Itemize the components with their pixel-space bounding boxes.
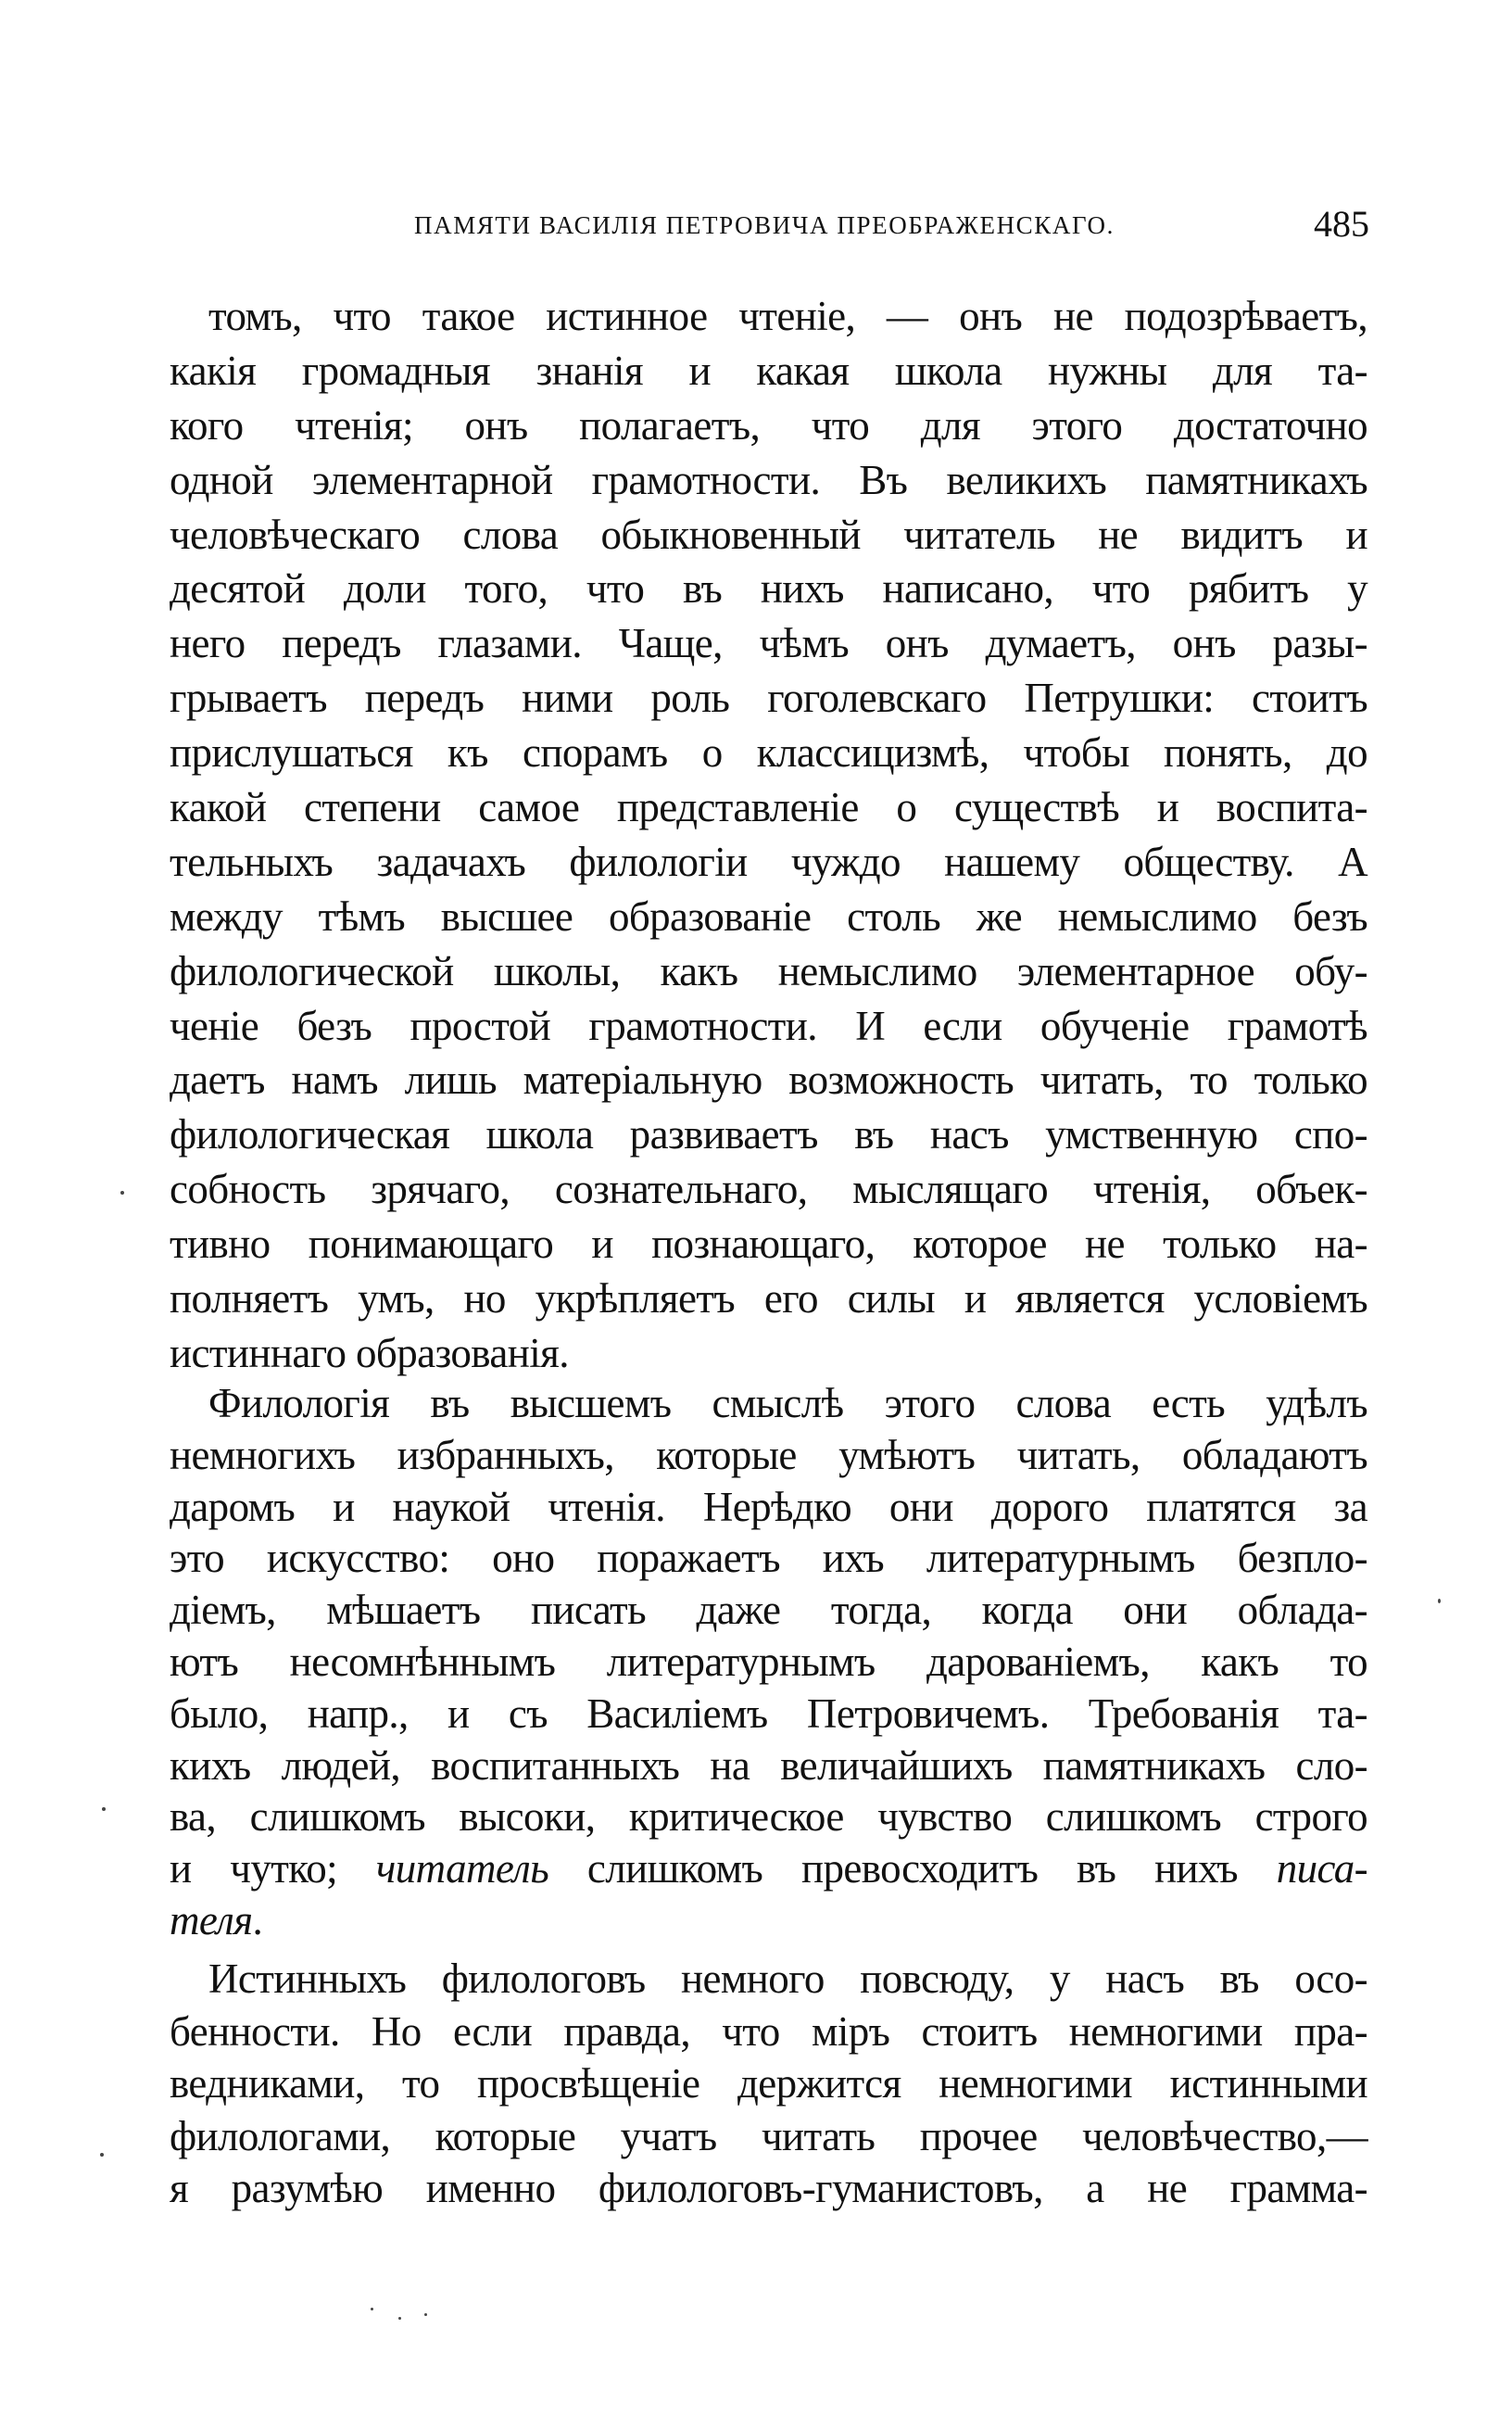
text-line: какія громадныя знанія и какая школа нужны для та- (170, 347, 1367, 394)
text-line: него передъ глазами. Чаще, чѣмъ онъ думаетъ, онъ разы- (170, 620, 1367, 667)
text-line: какой степени самое представленіе о существѣ и воспита- (170, 784, 1367, 831)
scan-speck (120, 1191, 124, 1195)
text-line: даетъ намъ лишь матеріальную возможность читать, то только (170, 1057, 1367, 1104)
text-line: филологической школы, какъ немыслимо элементарное обу- (170, 947, 1367, 994)
scan-speck (424, 2313, 427, 2316)
text-line: тивно понимающаго и познающаго, которое не только на- (170, 1221, 1367, 1268)
text-line: кихъ людей, воспитанныхъ на величайшихъ памятникахъ сло- (170, 1741, 1367, 1789)
text-line: десятой доли того, что въ нихъ написано, что рябитъ у (170, 565, 1367, 613)
scan-speck (371, 2308, 373, 2310)
italic-text: теля (170, 1896, 253, 1943)
text-line (170, 1843, 1367, 1895)
text-line: грываетъ передъ ними роль гоголевскаго Петрушки: стоитъ (170, 675, 1367, 722)
text-segment: и чутко; (170, 1845, 376, 1892)
text-line: томъ, что такое истинное чтеніе, — онъ не подозрѣваетъ, (208, 293, 1367, 339)
text-line: прислушаться къ спорамъ о классицизмѣ, чтобы понять, до (170, 729, 1367, 777)
text-line: бенности. Но если правда, что міръ стоитъ немногими пра- (170, 2007, 1367, 2055)
text-line: немногихъ избранныхъ, которые умѣютъ читать, обладаютъ (170, 1431, 1367, 1478)
text-line: это искусство: оно поражаетъ ихъ литературнымъ безпло- (170, 1535, 1367, 1582)
text-line: ченіе безъ простой грамотности. И если обученіе грамотѣ (170, 1002, 1367, 1049)
text-line: тельныхъ задачахъ филологіи чуждо нашему обществу. А (170, 838, 1367, 885)
text-line: собность зрячаго, сознательнаго, мыслящаго чтенія, объек- (170, 1166, 1367, 1213)
text-line: было, напр., и съ Василіемъ Петровичемъ. Требованія та- (170, 1690, 1367, 1737)
paragraph (170, 289, 1367, 1381)
text-line: ва, слишкомъ высоки, критическое чувство слишкомъ строго (170, 1793, 1367, 1841)
italic-text: писа- (1276, 1845, 1368, 1892)
text-line: ютъ несомнѣннымъ литературнымъ дарованіемъ, какъ то (170, 1638, 1367, 1685)
scan-speck (1438, 1599, 1441, 1603)
text-line: я разумѣю именно филологовъ-гуманистовъ, а не грамма- (170, 2165, 1367, 2211)
text-line: ведниками, то просвѣщеніе держится немногими истинными (170, 2060, 1367, 2107)
text-line: филологами, которые учатъ читать прочее человѣчество,— (170, 2112, 1367, 2159)
text-line: даромъ и наукой чтенія. Нерѣдко они дорого платятся за (170, 1483, 1367, 1530)
text-line: кого чтенія; онъ полагаетъ, что для этого достаточно (170, 401, 1367, 449)
scan-speck (398, 2317, 401, 2320)
text-line: между тѣмъ высшее образованіе столь же немыслимо безъ (170, 892, 1367, 940)
text-segment: . (252, 1896, 263, 1943)
scan-speck (100, 2153, 104, 2157)
paragraph (170, 1378, 1367, 1947)
text-line: полняетъ умъ, но укрѣпляетъ его силы и является условіемъ (170, 1275, 1367, 1323)
text-line: Истинныхъ филологовъ немного повсюду, у насъ въ осо- (208, 1955, 1367, 2002)
running-title: ПАМЯТИ ВАСИЛІЯ ПЕТРОВИЧА ПРЕОБРАЖЕНСКАГО. (414, 211, 1115, 239)
scan-speck (102, 1807, 106, 1811)
page-number: 485 (1314, 203, 1369, 245)
text-line: филологическая школа развиваетъ въ насъ умственную спо- (170, 1111, 1367, 1158)
text-segment: слишкомъ превосходитъ въ нихъ (548, 1845, 1277, 1892)
text-line (170, 1895, 1367, 1947)
italic-text: читатель (375, 1845, 549, 1892)
text-line: діемъ, мѣшаетъ писать даже тогда, когда они облада- (170, 1587, 1367, 1634)
paragraph (170, 1953, 1367, 2215)
text-line: истиннаго образованія. (170, 1329, 569, 1376)
text-line: Филологія въ высшемъ смыслѣ этого слова есть удѣлъ (208, 1380, 1367, 1426)
text-line: человѣческаго слова обыкновенный читатель не видитъ и (170, 511, 1367, 558)
text-line: одной элементарной грамотности. Въ великихъ памятникахъ (170, 456, 1367, 503)
